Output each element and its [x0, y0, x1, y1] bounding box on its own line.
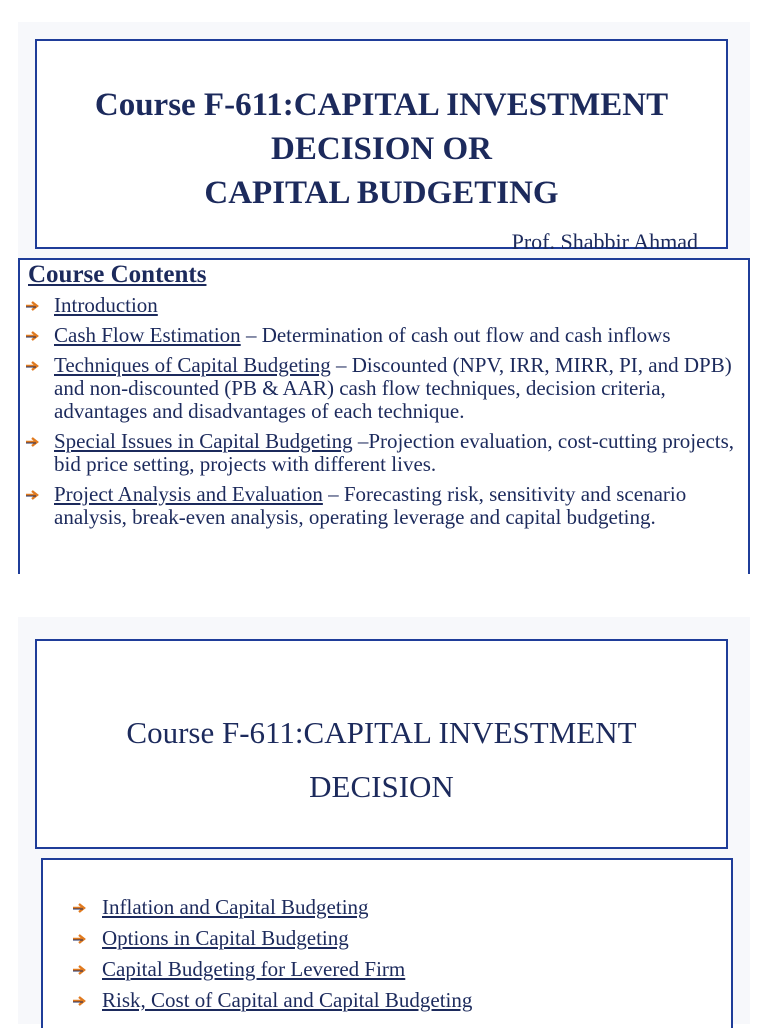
- title-box: [35, 639, 728, 849]
- arrow-right-icon: [73, 903, 87, 913]
- title-box: [35, 39, 728, 254]
- arrow-right-icon: [26, 301, 40, 311]
- slide-1: [18, 22, 750, 574]
- arrow-right-icon: [73, 996, 87, 1006]
- topic-desc: – Determination of cash out flow and cash inflows: [240, 323, 671, 347]
- topic-link[interactable]: Capital Budgeting for Levered Firm: [102, 957, 406, 981]
- arrow-right-icon: [73, 965, 87, 975]
- list-item: [20, 430, 748, 476]
- slide-2: [18, 617, 750, 1024]
- list-item: [67, 958, 731, 980]
- topic-link[interactable]: Cash Flow Estimation: [54, 323, 241, 347]
- title-line-1: Course F-611:CAPITAL INVESTMENT: [94, 87, 669, 123]
- arrow-right-icon: [26, 331, 40, 341]
- topic-link[interactable]: Inflation and Capital Budgeting: [102, 895, 369, 919]
- title-line-2: DECISION: [309, 769, 454, 804]
- title-line-1: Course F-611:CAPITAL INVESTMENT: [126, 715, 637, 750]
- topics-box: [41, 858, 733, 1028]
- course-contents-box: [18, 258, 750, 574]
- topic-desc: – Forecasting risk, sensitivity and scenario analysis, break-even analysis, operating leverage and capital budgeting.: [54, 482, 687, 529]
- topics-list: [67, 896, 731, 1020]
- topic-link[interactable]: Techniques of Capital Budgeting: [54, 353, 331, 377]
- topic-link[interactable]: Introduction: [54, 293, 158, 317]
- topic-link[interactable]: Project Analysis and Evaluation: [54, 482, 323, 506]
- list-item: [20, 294, 748, 317]
- topic-desc: –Projection evaluation, cost-cutting projects, bid price setting, projects with different lives.: [54, 429, 735, 476]
- topic-link[interactable]: Options in Capital Budgeting: [102, 926, 349, 950]
- list-item: [20, 354, 748, 423]
- list-item: [67, 989, 731, 1011]
- topic-link[interactable]: Special Issues in Capital Budgeting: [54, 429, 353, 453]
- slide-title: [37, 83, 726, 215]
- topic-desc: – Discounted (NPV, IRR, MIRR, PI, and DPB) and non-discounted (PB & AAR) cash flow techniques, decision criteria, advantages and disadvantages of each technique.: [54, 353, 732, 423]
- list-item: [20, 324, 748, 347]
- topic-link[interactable]: Risk, Cost of Capital and Capital Budgeting: [102, 988, 473, 1012]
- arrow-right-icon: [26, 361, 40, 371]
- arrow-right-icon: [73, 934, 87, 944]
- list-item: [67, 927, 731, 949]
- arrow-right-icon: [26, 437, 40, 447]
- list-item: [20, 483, 748, 529]
- contents-heading: Course Contents: [28, 261, 207, 288]
- slide-title: [37, 706, 726, 814]
- title-line-3: CAPITAL BUDGETING: [204, 175, 559, 211]
- contents-list: [20, 294, 748, 536]
- list-item: [67, 896, 731, 918]
- author-name: Prof. Shabbir Ahmad: [511, 229, 698, 254]
- title-line-2: DECISION OR: [271, 131, 492, 167]
- arrow-right-icon: [26, 490, 40, 500]
